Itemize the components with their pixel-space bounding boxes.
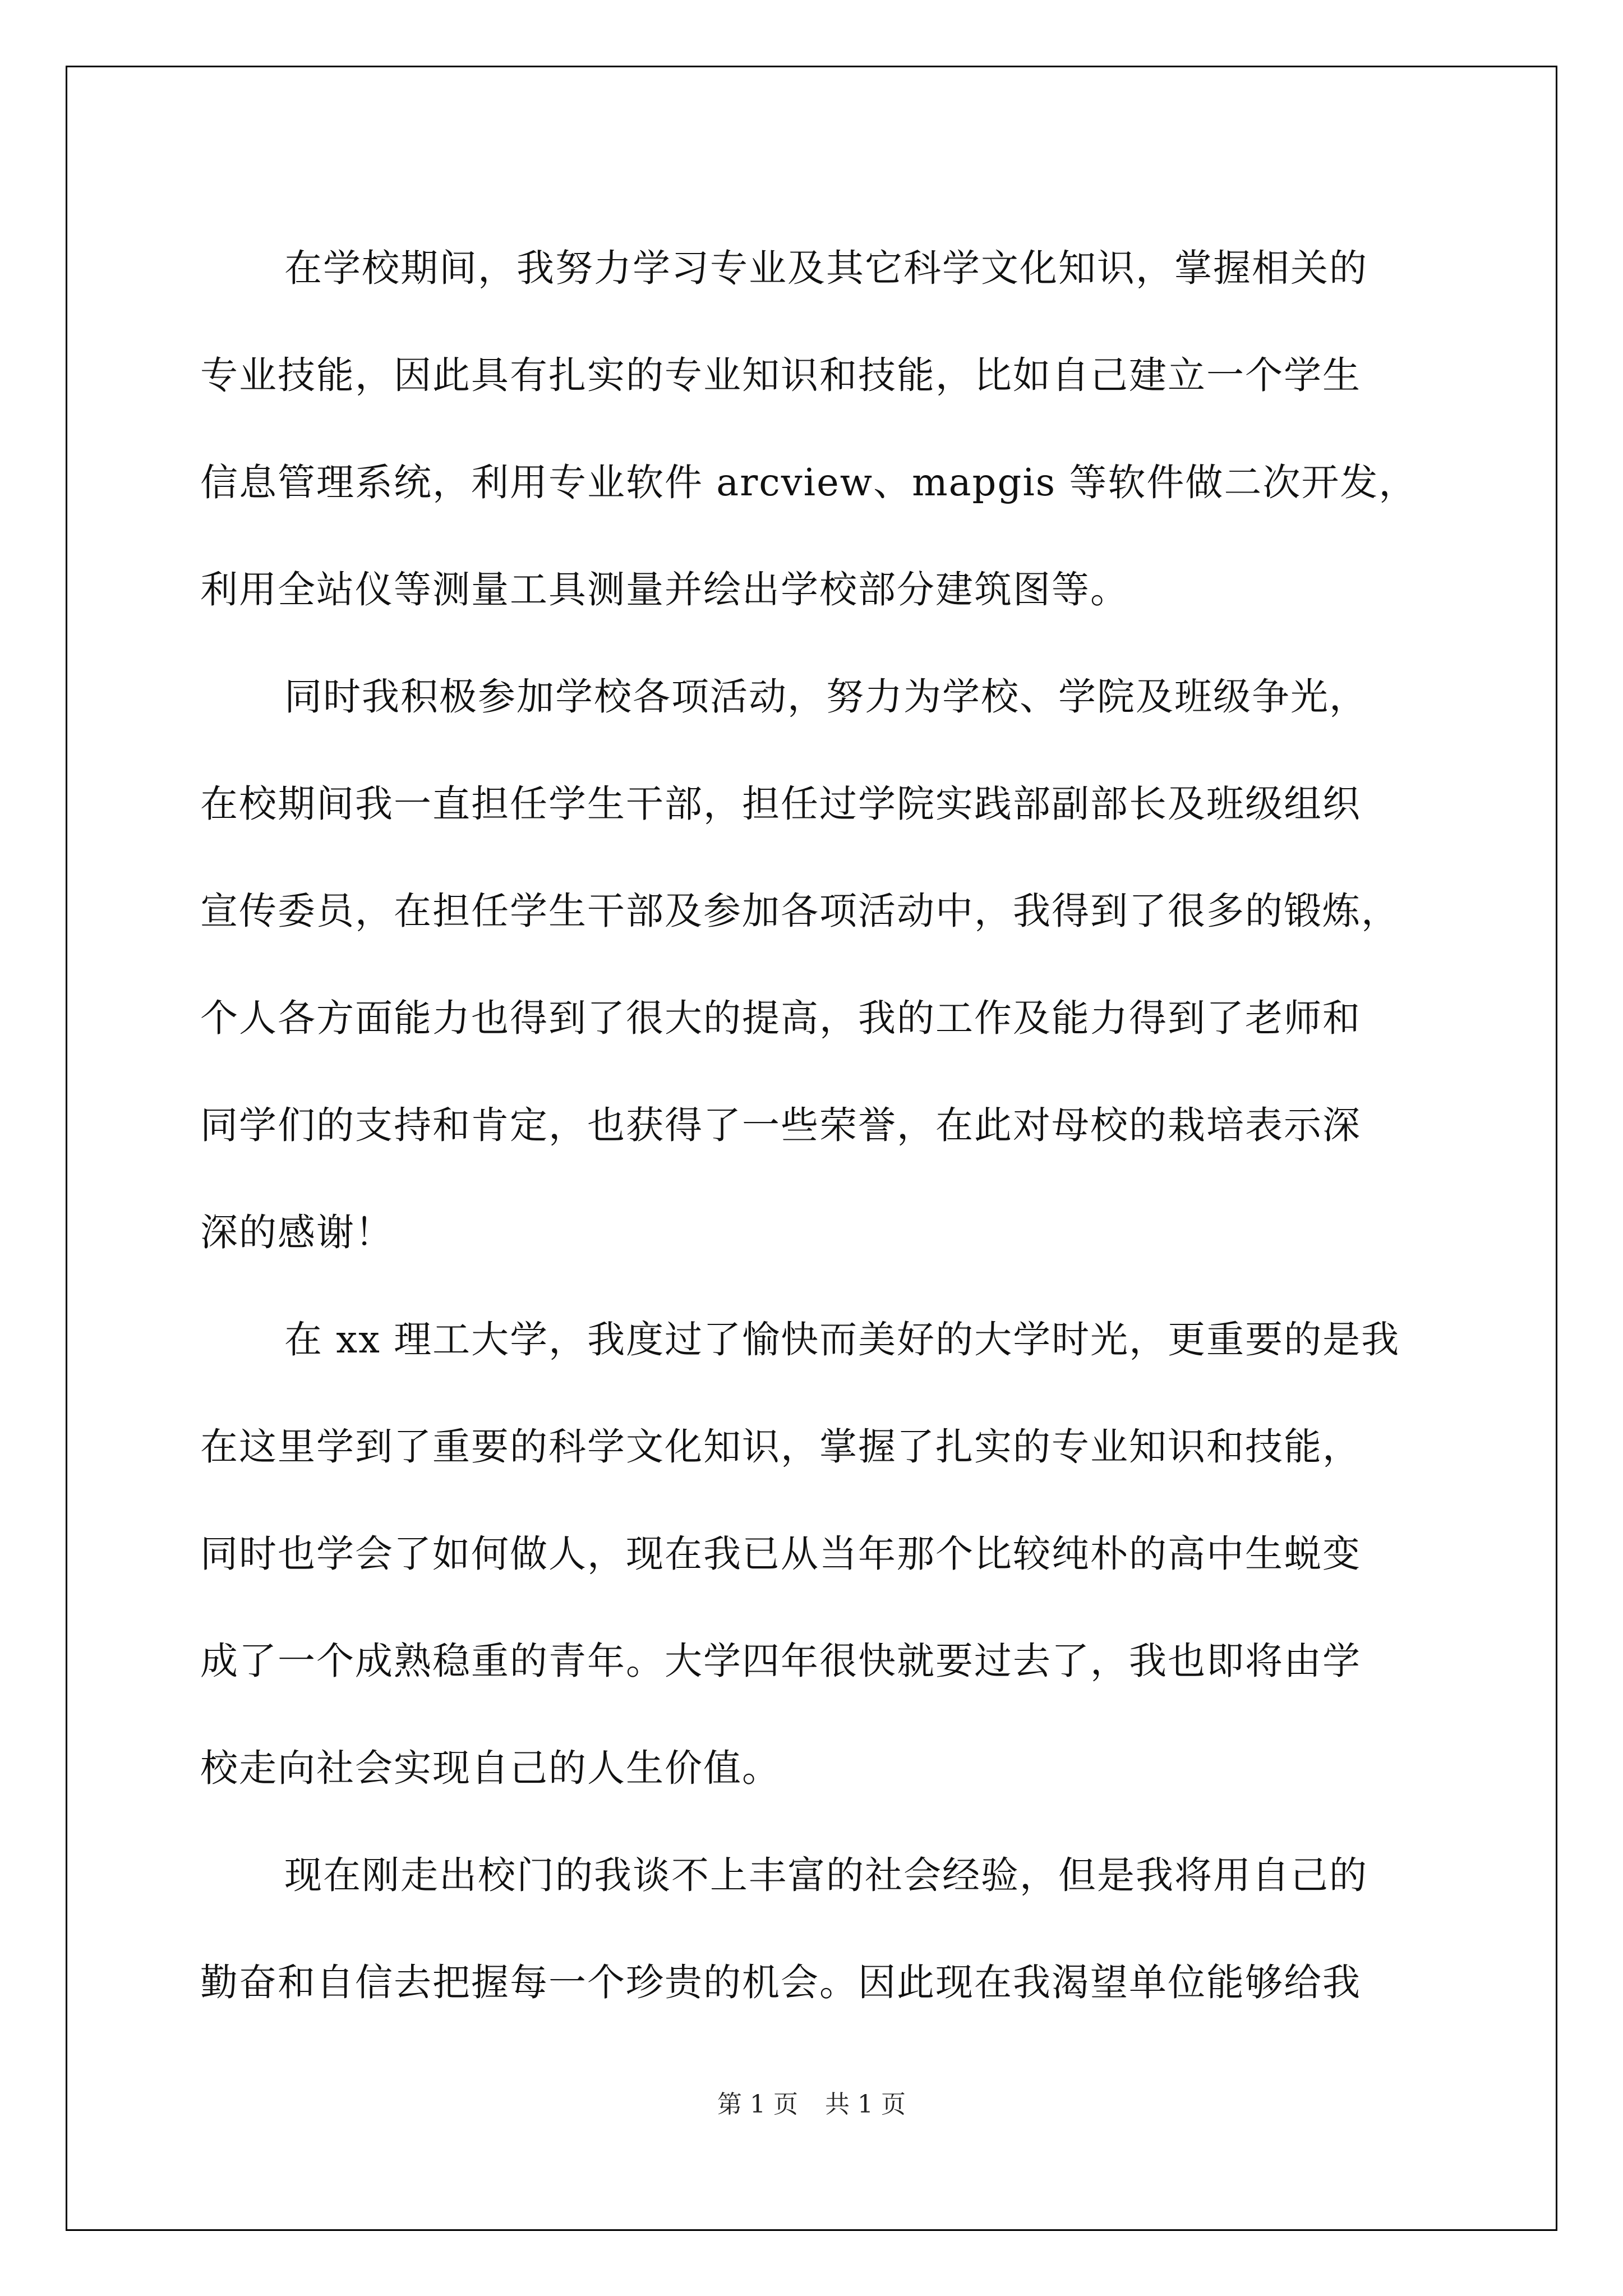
paragraph-2-line-4: 个人各方面能力也得到了很大的提高，我的工作及能力得到了老师和 [200,996,1361,1040]
paragraph-2-line-3: 宣传委员，在担任学生干部及参加各项活动中，我得到了很多的锻炼， [200,889,1400,933]
paragraph-3-line-5: 校走向社会实现自己的人生价值。 [200,1746,781,1790]
paragraph-3-line-3: 同时也学会了如何做人，现在我已从当年那个比较纯朴的高中生蜕变 [200,1532,1361,1576]
paragraph-1-line-3: 信息管理系统，利用专业软件 arcview、mapgis 等软件做二次开发， [200,461,1418,504]
paragraph-4-line-1: 现在刚走出校门的我谈不上丰富的社会经验，但是我将用自己的 [284,1853,1368,1897]
paragraph-1-line-2: 专业技能，因此具有扎实的专业知识和技能，比如自己建立一个学生 [200,353,1361,397]
document-body [200,215,1456,2036]
paragraph-3-line-1: 在 xx 理工大学，我度过了愉快而美好的大学时光，更重要的是我 [284,1318,1400,1361]
paragraph-4-line-2: 勤奋和自信去把握每一个珍贵的机会。因此现在我渴望单位能够给我 [200,1961,1361,2004]
paragraph-2-line-1: 同时我积极参加学校各项活动，努力为学校、学院及班级争光， [284,675,1368,719]
paragraph-1-line-4: 利用全站仪等测量工具测量并绘出学校部分建筑图等。 [200,568,1129,611]
page-number-total: 共 1 页 [825,2090,906,2119]
page-number-current: 第 1 页 [717,2090,798,2119]
page-footer [0,2088,1623,2122]
paragraph-3-line-2: 在这里学到了重要的科学文化知识，掌握了扎实的专业知识和技能， [200,1425,1361,1469]
paragraph-2-line-6: 深的感谢！ [200,1211,394,1254]
paragraph-3-line-4: 成了一个成熟稳重的青年。大学四年很快就要过去了，我也即将由学 [200,1639,1361,1683]
paragraph-1-line-1: 在学校期间，我努力学习专业及其它科学文化知识，掌握相关的 [284,246,1368,290]
paragraph-2-line-2: 在校期间我一直担任学生干部，担任过学院实践部副部长及班级组织 [200,782,1361,826]
paragraph-2-line-5: 同学们的支持和肯定，也获得了一些荣誉，在此对母校的栽培表示深 [200,1103,1361,1147]
